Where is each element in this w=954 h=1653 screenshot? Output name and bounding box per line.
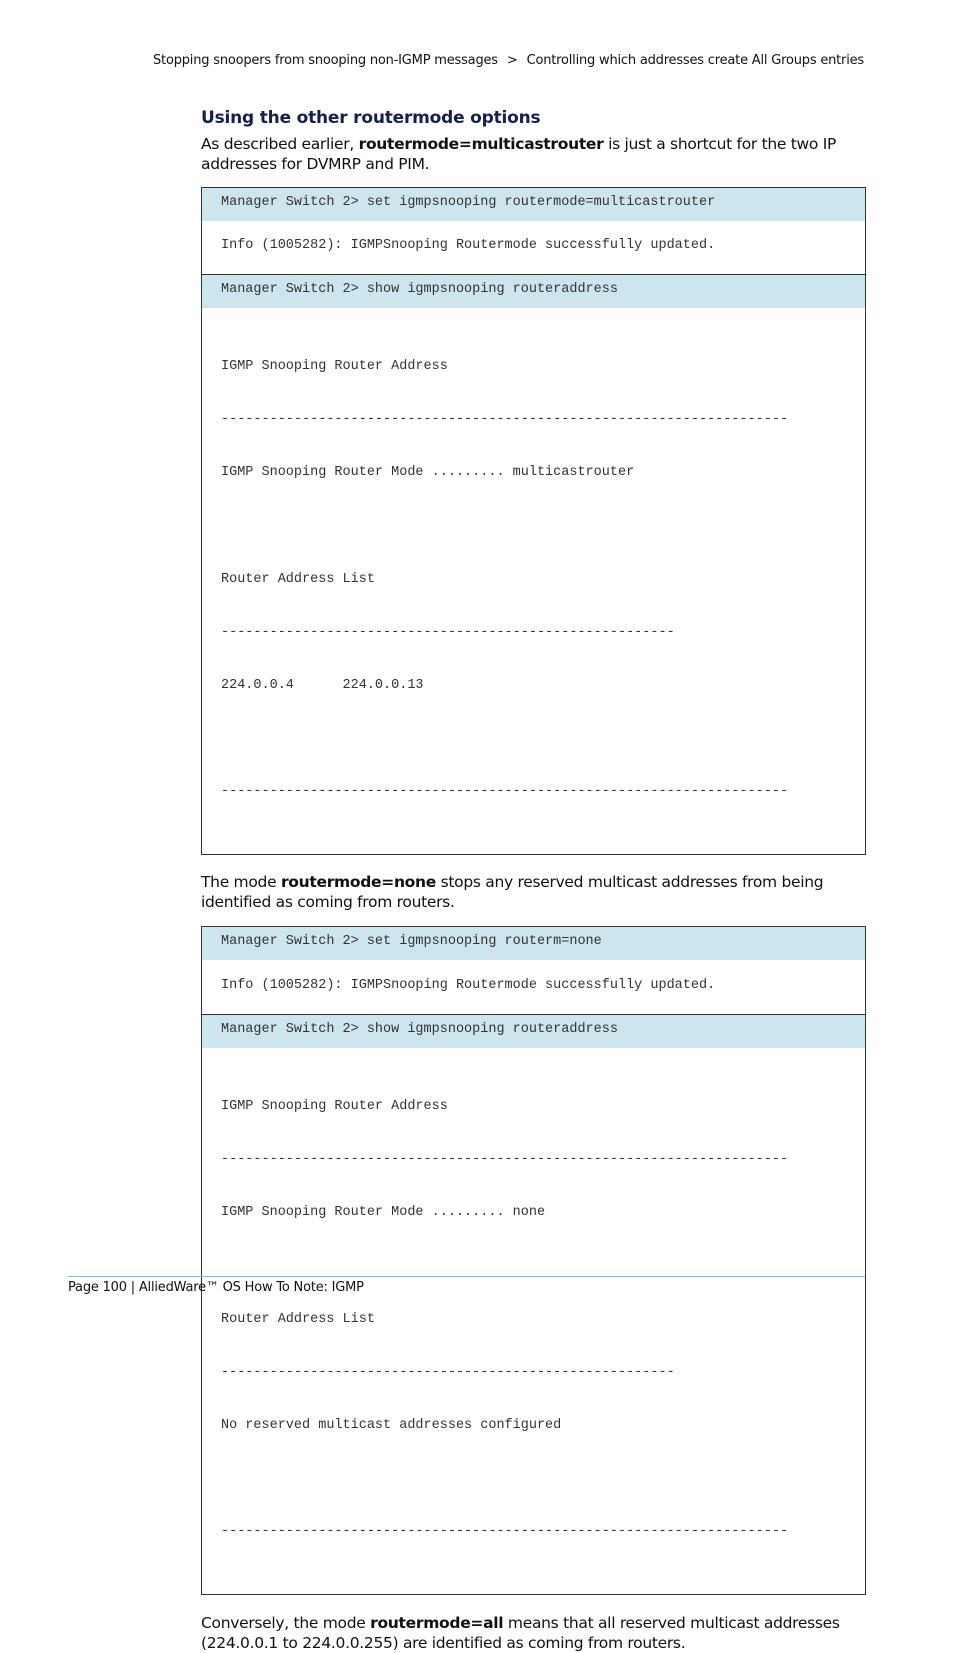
output-line: No reserved multicast addresses configured — [221, 1417, 562, 1433]
command-output — [202, 308, 865, 854]
output-line — [221, 730, 865, 748]
section-heading: Using the other routermode options — [201, 108, 541, 128]
output-line: IGMP Snooping Router Mode ......... none — [221, 1205, 546, 1221]
output-line — [221, 1258, 865, 1276]
output-line: ---------------------------------------------------------------------- — [221, 412, 789, 428]
output-line: -------------------------------------------------------- — [221, 624, 675, 640]
output-line: ---------------------------------------------------------------------- — [221, 1152, 789, 1168]
output-line: ---------------------------------------------------------------------- — [221, 783, 789, 799]
paragraph-multicastrouter: As described earlier, routermode=multicastrouter is just a shortcut for the two IP addresses for DVMRP and PIM. — [201, 135, 837, 173]
breadcrumb-separator: > — [506, 53, 518, 68]
keyword-multicastrouter: routermode=multicastrouter — [358, 135, 604, 153]
command-output — [202, 1048, 865, 1594]
breadcrumb — [153, 53, 864, 68]
keyword-all: routermode=all — [370, 1614, 504, 1633]
output-line: IGMP Snooping Router Address — [221, 1099, 448, 1115]
output-line: IGMP Snooping Router Address — [221, 359, 448, 375]
code-box-none — [201, 926, 866, 1595]
output-line: IGMP Snooping Router Mode ......... multicastrouter — [221, 465, 635, 481]
keyword-none: routermode=none — [280, 873, 436, 892]
output-line: Router Address List — [221, 1311, 375, 1327]
command-output: Info (1005282): IGMPSnooping Routermode successfully updated. — [221, 238, 716, 253]
output-line — [221, 517, 865, 535]
command-line: Manager Switch 2> set igmpsnooping routerm=none — [202, 927, 865, 960]
breadcrumb-parent[interactable]: Stopping snoopers from snooping non-IGMP messages — [153, 53, 498, 68]
output-line: Router Address List — [221, 571, 375, 587]
command-line: Manager Switch 2> set igmpsnooping routermode=multicastrouter — [202, 188, 865, 221]
footer-divider — [68, 1276, 865, 1277]
page-footer: Page 100 | AlliedWare™ OS How To Note: IGMP — [68, 1280, 364, 1295]
paragraph-all: Conversely, the mode routermode=all means that all reserved multicast addresses (224.0.0.1 to 224.0.0.255) are identified as coming from routers. — [201, 1614, 840, 1653]
output-line: ---------------------------------------------------------------------- — [221, 1524, 789, 1540]
command-output: Info (1005282): IGMPSnooping Routermode successfully updated. — [221, 978, 716, 994]
command-line: Manager Switch 2> show igmpsnooping routeraddress — [202, 275, 865, 308]
code-box-multicastrouter — [201, 187, 866, 855]
output-line: -------------------------------------------------------- — [221, 1364, 675, 1380]
page-content — [201, 108, 866, 1653]
paragraph-none: The mode routermode=none stops any reserved multicast addresses from being identified as coming from routers. — [201, 873, 824, 912]
output-line: 224.0.0.4 224.0.0.13 — [221, 677, 424, 693]
output-line — [221, 1470, 865, 1488]
breadcrumb-current[interactable]: Controlling which addresses create All Groups entries — [526, 53, 864, 68]
command-line: Manager Switch 2> show igmpsnooping routeraddress — [202, 1015, 865, 1048]
